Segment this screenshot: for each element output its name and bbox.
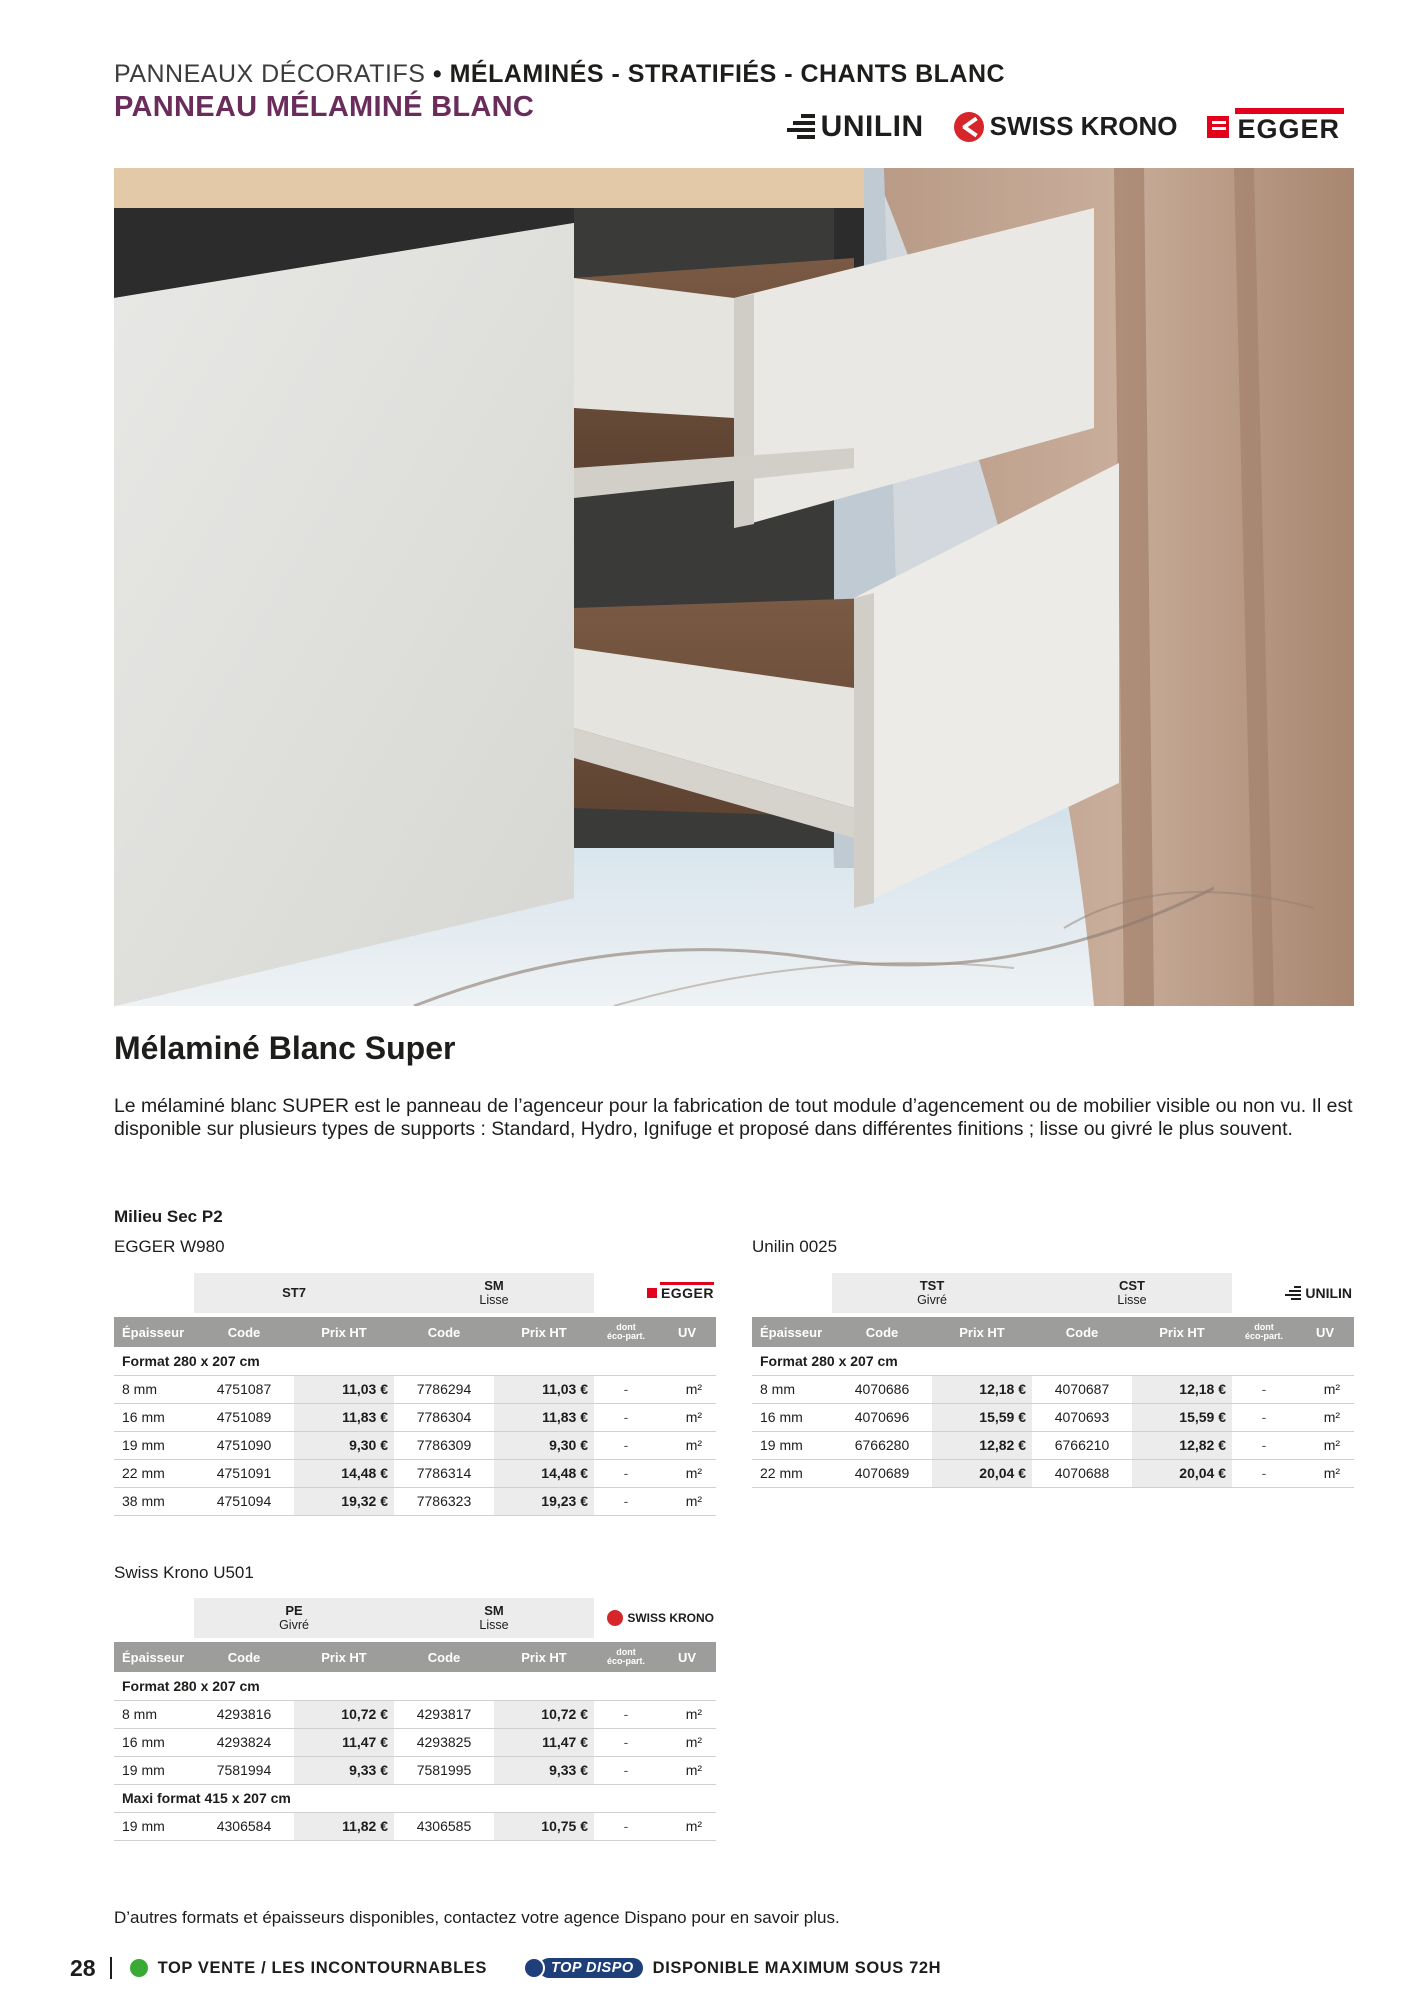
finish-header bbox=[832, 1273, 1032, 1315]
col-eco bbox=[594, 1315, 658, 1347]
thickness-cell: 22 mm bbox=[752, 1459, 832, 1487]
finish-header bbox=[394, 1598, 594, 1640]
dispo-label: DISPONIBLE MAXIMUM SOUS 72H bbox=[652, 1958, 942, 1977]
swiss-krono-mini-logo-text: SWISS KRONO bbox=[627, 1611, 715, 1625]
thickness-cell: 16 mm bbox=[114, 1728, 194, 1756]
code-cell: 7581994 bbox=[194, 1756, 294, 1784]
col-prix: Prix HT bbox=[294, 1315, 394, 1347]
uv-cell: m² bbox=[658, 1403, 716, 1431]
finish-sub: Lisse bbox=[1117, 1293, 1147, 1307]
format-label: Format 280 x 207 cm bbox=[752, 1347, 1354, 1375]
thickness-cell: 8 mm bbox=[114, 1375, 194, 1403]
price-cell: 15,59 € bbox=[932, 1403, 1032, 1431]
unilin-brand-label: Unilin 0025 bbox=[752, 1237, 838, 1256]
col-eco-dont: dont bbox=[1254, 1322, 1274, 1332]
table-row bbox=[752, 1431, 1354, 1459]
uv-cell: m² bbox=[658, 1431, 716, 1459]
uv-cell: m² bbox=[1296, 1459, 1354, 1487]
eco-part-cell: - bbox=[594, 1375, 658, 1403]
unilin-mini-mark-icon bbox=[1285, 1286, 1301, 1300]
page-footer bbox=[70, 1953, 941, 1983]
code-cell: 4306584 bbox=[194, 1812, 294, 1840]
egger-bar-icon bbox=[1235, 108, 1344, 114]
thickness-cell: 16 mm bbox=[114, 1403, 194, 1431]
category-bold: MÉLAMINÉS - STRATIFIÉS - CHANTS BLANC bbox=[449, 60, 1006, 88]
finish-sub: Givré bbox=[279, 1618, 309, 1632]
eco-part-cell: - bbox=[594, 1459, 658, 1487]
col-uv: UV bbox=[658, 1315, 716, 1347]
table-row bbox=[114, 1375, 716, 1403]
table-row bbox=[114, 1812, 716, 1840]
col-epaisseur: Épaisseur bbox=[114, 1640, 194, 1672]
truck-badge-icon bbox=[523, 1957, 545, 1979]
col-prix: Prix HT bbox=[1132, 1315, 1232, 1347]
unilin-price-table bbox=[752, 1273, 1354, 1488]
table-row bbox=[114, 1403, 716, 1431]
eco-part-cell: - bbox=[1232, 1431, 1296, 1459]
format-label-maxi: Maxi format 415 x 207 cm bbox=[114, 1784, 716, 1812]
col-uv: UV bbox=[658, 1640, 716, 1672]
uv-cell: m² bbox=[658, 1756, 716, 1784]
code-cell: 4306585 bbox=[394, 1812, 494, 1840]
price-cell: 20,04 € bbox=[932, 1459, 1032, 1487]
price-cell: 9,30 € bbox=[294, 1431, 394, 1459]
uv-cell: m² bbox=[658, 1812, 716, 1840]
finish-name: SM bbox=[484, 1278, 504, 1293]
top-dispo bbox=[523, 1957, 941, 1979]
col-prix: Prix HT bbox=[294, 1640, 394, 1672]
price-cell: 11,03 € bbox=[494, 1375, 594, 1403]
finish-sub: Givré bbox=[917, 1293, 947, 1307]
code-cell: 4070693 bbox=[1032, 1403, 1132, 1431]
eco-part-cell: - bbox=[1232, 1459, 1296, 1487]
finish-name: ST7 bbox=[282, 1285, 306, 1300]
col-code: Code bbox=[832, 1315, 932, 1347]
col-eco-dont: dont bbox=[616, 1647, 636, 1657]
code-cell: 4751089 bbox=[194, 1403, 294, 1431]
table-row bbox=[114, 1487, 716, 1515]
col-prix: Prix HT bbox=[494, 1640, 594, 1672]
price-cell: 12,18 € bbox=[1132, 1375, 1232, 1403]
code-cell: 4751087 bbox=[194, 1375, 294, 1403]
col-eco bbox=[594, 1640, 658, 1672]
table-row bbox=[114, 1431, 716, 1459]
price-cell: 14,48 € bbox=[294, 1459, 394, 1487]
thickness-cell: 16 mm bbox=[752, 1403, 832, 1431]
code-cell: 7786294 bbox=[394, 1375, 494, 1403]
uv-cell: m² bbox=[658, 1700, 716, 1728]
swiss-krono-logo bbox=[954, 111, 1178, 142]
finish-sub: Lisse bbox=[479, 1293, 509, 1307]
col-code: Code bbox=[394, 1640, 494, 1672]
col-eco-part: éco-part. bbox=[1244, 1331, 1283, 1341]
price-cell: 11,83 € bbox=[294, 1403, 394, 1431]
uv-cell: m² bbox=[658, 1375, 716, 1403]
swiss-krono-logo-text: SWISS KRONO bbox=[989, 111, 1178, 141]
finish-header bbox=[194, 1273, 394, 1315]
unilin-mini-logo-text: UNILIN bbox=[1305, 1285, 1353, 1301]
price-cell: 11,47 € bbox=[294, 1728, 394, 1756]
footer-divider bbox=[110, 1957, 112, 1979]
finish-name: SM bbox=[484, 1603, 504, 1618]
egger-brand-label: EGGER W980 bbox=[114, 1237, 225, 1256]
code-cell: 4293824 bbox=[194, 1728, 294, 1756]
egger-mini-logo-text: EGGER bbox=[647, 1285, 714, 1301]
table-row bbox=[114, 1728, 716, 1756]
green-dot-icon bbox=[130, 1959, 148, 1977]
page-number: 28 bbox=[70, 1954, 96, 1981]
code-cell: 4293825 bbox=[394, 1728, 494, 1756]
price-cell: 14,48 € bbox=[494, 1459, 594, 1487]
egger-logo bbox=[1207, 108, 1344, 145]
code-cell: 4070689 bbox=[832, 1459, 932, 1487]
eco-part-cell: - bbox=[1232, 1403, 1296, 1431]
swiss-krono-price-table bbox=[114, 1598, 716, 1841]
col-uv: UV bbox=[1296, 1315, 1354, 1347]
code-cell: 4293817 bbox=[394, 1700, 494, 1728]
egger-price-table bbox=[114, 1273, 716, 1516]
eco-part-cell: - bbox=[594, 1812, 658, 1840]
format-label: Format 280 x 207 cm bbox=[114, 1672, 716, 1700]
code-cell: 6766210 bbox=[1032, 1431, 1132, 1459]
egger-mini-logo bbox=[594, 1273, 716, 1313]
price-cell: 9,33 € bbox=[294, 1756, 394, 1784]
finish-header bbox=[1032, 1273, 1232, 1315]
code-cell: 4070687 bbox=[1032, 1375, 1132, 1403]
price-cell: 11,83 € bbox=[494, 1403, 594, 1431]
product-photo bbox=[114, 168, 1354, 1006]
format-label: Format 280 x 207 cm bbox=[114, 1347, 716, 1375]
brand-logos bbox=[785, 108, 1344, 145]
price-cell: 10,72 € bbox=[494, 1700, 594, 1728]
col-epaisseur: Épaisseur bbox=[114, 1315, 194, 1347]
code-cell: 7786304 bbox=[394, 1403, 494, 1431]
price-cell: 19,32 € bbox=[294, 1487, 394, 1515]
col-code: Code bbox=[1032, 1315, 1132, 1347]
product-title: Mélaminé Blanc Super bbox=[114, 1030, 456, 1066]
swiss-krono-mini-mark-icon bbox=[607, 1610, 623, 1626]
code-cell: 4751090 bbox=[194, 1431, 294, 1459]
page-title: PANNEAU MÉLAMINÉ BLANC bbox=[114, 91, 535, 123]
finish-sub: Lisse bbox=[479, 1618, 509, 1632]
uv-cell: m² bbox=[658, 1459, 716, 1487]
code-cell: 4293816 bbox=[194, 1700, 294, 1728]
uv-cell: m² bbox=[1296, 1403, 1354, 1431]
cabinet-drawers-illustration bbox=[114, 168, 1354, 1006]
col-eco-dont: dont bbox=[616, 1322, 636, 1332]
thickness-cell: 22 mm bbox=[114, 1459, 194, 1487]
price-cell: 12,18 € bbox=[932, 1375, 1032, 1403]
code-cell: 7581995 bbox=[394, 1756, 494, 1784]
price-cell: 12,82 € bbox=[932, 1431, 1032, 1459]
finish-header bbox=[394, 1273, 594, 1315]
price-cell: 15,59 € bbox=[1132, 1403, 1232, 1431]
eco-part-cell: - bbox=[594, 1431, 658, 1459]
finish-name: TST bbox=[919, 1278, 945, 1293]
price-cell: 19,23 € bbox=[494, 1487, 594, 1515]
thickness-cell: 8 mm bbox=[752, 1375, 832, 1403]
section-label: Milieu Sec P2 bbox=[114, 1207, 223, 1226]
eco-part-cell: - bbox=[594, 1756, 658, 1784]
unilin-logo bbox=[785, 110, 924, 144]
price-cell: 20,04 € bbox=[1132, 1459, 1232, 1487]
category-bullet: • bbox=[432, 60, 443, 88]
unilin-mini-logo bbox=[1232, 1273, 1354, 1313]
col-epaisseur: Épaisseur bbox=[752, 1315, 832, 1347]
col-code: Code bbox=[194, 1315, 294, 1347]
code-cell: 4070696 bbox=[832, 1403, 932, 1431]
price-cell: 11,82 € bbox=[294, 1812, 394, 1840]
price-cell: 10,75 € bbox=[494, 1812, 594, 1840]
finish-name: PE bbox=[285, 1603, 303, 1618]
uv-cell: m² bbox=[1296, 1431, 1354, 1459]
col-code: Code bbox=[394, 1315, 494, 1347]
swiss-brand-label: Swiss Krono U501 bbox=[114, 1563, 254, 1582]
code-cell: 4070686 bbox=[832, 1375, 932, 1403]
top-dispo-badge: TOP DISPO bbox=[539, 1958, 643, 1978]
thickness-cell: 19 mm bbox=[114, 1431, 194, 1459]
code-cell: 7786314 bbox=[394, 1459, 494, 1487]
table-row bbox=[752, 1459, 1354, 1487]
unilin-mark-icon bbox=[785, 114, 815, 140]
eco-part-cell: - bbox=[594, 1700, 658, 1728]
product-description: Le mélaminé blanc SUPER est le panneau de l’agenceur pour la fabrication de tout module d’agencement ou de mobilier visible ou non vu. Il est disponible sur plusieurs types de supports : Standard, Hydro, Ignifuge et proposé dans différentes finitions ; lisse ou givré le plus souvent. bbox=[114, 1095, 1353, 1140]
price-cell: 12,82 € bbox=[1132, 1431, 1232, 1459]
table-row bbox=[114, 1756, 716, 1784]
col-eco-part: éco-part. bbox=[606, 1331, 645, 1341]
col-eco-part: éco-part. bbox=[606, 1656, 645, 1666]
thickness-cell: 38 mm bbox=[114, 1487, 194, 1515]
code-cell: 4751094 bbox=[194, 1487, 294, 1515]
price-cell: 10,72 € bbox=[294, 1700, 394, 1728]
code-cell: 6766280 bbox=[832, 1431, 932, 1459]
code-cell: 4070688 bbox=[1032, 1459, 1132, 1487]
eco-part-cell: - bbox=[594, 1403, 658, 1431]
table-row bbox=[752, 1375, 1354, 1403]
table-row bbox=[114, 1700, 716, 1728]
price-cell: 9,33 € bbox=[494, 1756, 594, 1784]
egger-e-icon bbox=[1207, 116, 1229, 138]
eco-part-cell: - bbox=[1232, 1375, 1296, 1403]
swiss-krono-mini-logo bbox=[594, 1598, 716, 1638]
eco-part-cell: - bbox=[594, 1728, 658, 1756]
thickness-cell: 19 mm bbox=[114, 1756, 194, 1784]
unilin-logo-text: UNILIN bbox=[820, 109, 924, 143]
price-cell: 11,03 € bbox=[294, 1375, 394, 1403]
category-light: PANNEAUX DÉCORATIFS bbox=[114, 60, 426, 88]
uv-cell: m² bbox=[658, 1728, 716, 1756]
thickness-cell: 19 mm bbox=[752, 1431, 832, 1459]
eco-part-cell: - bbox=[594, 1487, 658, 1515]
category-breadcrumb bbox=[114, 60, 1354, 89]
price-cell: 11,47 € bbox=[494, 1728, 594, 1756]
price-cell: 9,30 € bbox=[494, 1431, 594, 1459]
swiss-krono-mark-icon bbox=[954, 112, 984, 142]
finish-header bbox=[194, 1598, 394, 1640]
col-prix: Prix HT bbox=[494, 1315, 594, 1347]
col-prix: Prix HT bbox=[932, 1315, 1032, 1347]
table-row bbox=[114, 1459, 716, 1487]
code-cell: 7786323 bbox=[394, 1487, 494, 1515]
top-vente-label: TOP VENTE / LES INCONTOURNABLES bbox=[157, 1958, 487, 1977]
code-cell: 4751091 bbox=[194, 1459, 294, 1487]
uv-cell: m² bbox=[658, 1487, 716, 1515]
col-code: Code bbox=[194, 1640, 294, 1672]
footnote: D’autres formats et épaisseurs disponibles, contactez votre agence Dispano pour en savoir plus. bbox=[114, 1908, 840, 1927]
finish-name: CST bbox=[1119, 1278, 1145, 1293]
thickness-cell: 19 mm bbox=[114, 1812, 194, 1840]
col-eco bbox=[1232, 1315, 1296, 1347]
uv-cell: m² bbox=[1296, 1375, 1354, 1403]
code-cell: 7786309 bbox=[394, 1431, 494, 1459]
thickness-cell: 8 mm bbox=[114, 1700, 194, 1728]
table-row bbox=[752, 1403, 1354, 1431]
egger-logo-text: EGGER bbox=[1237, 114, 1340, 144]
